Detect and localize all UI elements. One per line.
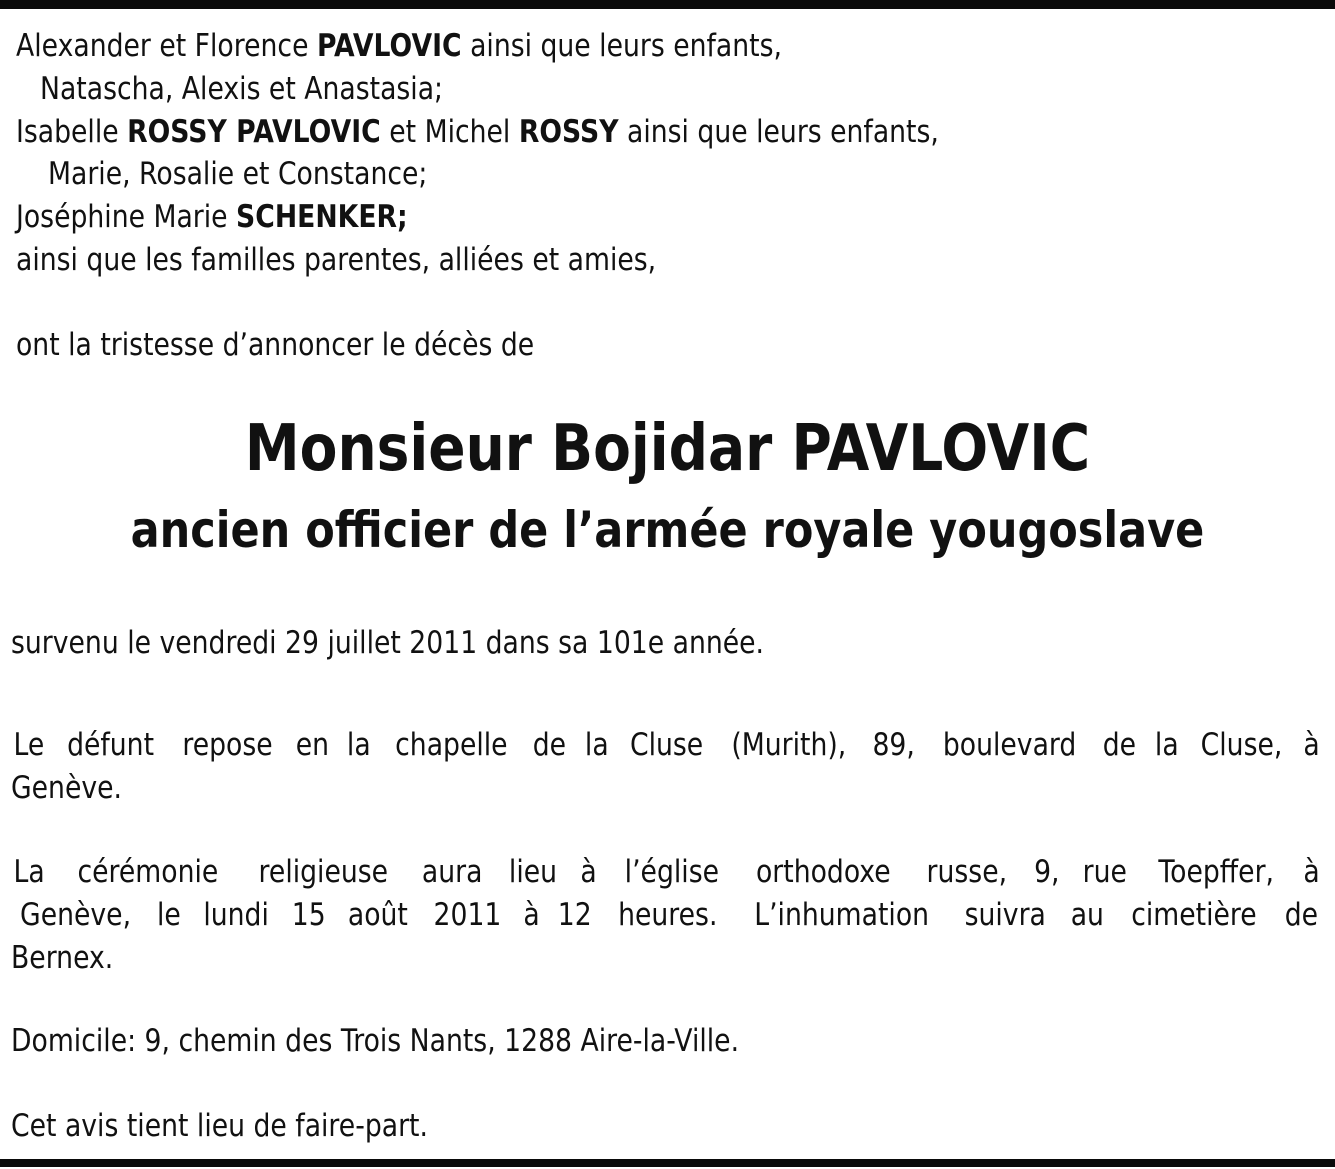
word: la <box>1154 727 1179 763</box>
word: aura <box>421 854 482 890</box>
word: religieuse <box>258 854 388 890</box>
family-text: ainsi que leurs enfants, <box>461 28 782 64</box>
word: Cluse <box>629 727 703 763</box>
word: à <box>580 854 598 890</box>
word: de <box>533 727 567 763</box>
word: 89, <box>872 727 915 763</box>
family-text: Marie, Rosalie et Constance; <box>48 156 428 192</box>
word: suivra <box>965 897 1047 933</box>
announce-line <box>16 324 534 367</box>
word: chapelle <box>395 727 508 763</box>
word: orthodoxe <box>755 854 891 890</box>
word: à <box>522 897 540 933</box>
word: août <box>347 897 408 933</box>
word: au <box>1070 897 1104 933</box>
word: à <box>1303 727 1320 763</box>
word: 2011 <box>433 897 502 933</box>
word: le <box>156 897 181 933</box>
word: (Murith), <box>731 727 847 763</box>
word: l’église <box>624 854 719 890</box>
ceremony-line-2 <box>11 894 1321 937</box>
word: lieu <box>509 854 558 890</box>
deceased-name: Monsieur Bojidar PAVLOVIC <box>244 412 1091 486</box>
word: lundi <box>202 897 269 933</box>
death-line: survenu le vendredi 29 juillet 2011 dans sa 101e année. <box>11 625 765 661</box>
family-surname: SCHENKER; <box>236 199 408 235</box>
word: 15 <box>291 897 326 933</box>
word: Le <box>13 727 45 763</box>
family-text: ainsi que les familles parentes, alliées et amies, <box>16 242 657 278</box>
word: à <box>1303 854 1320 890</box>
domicile-line: Domicile: 9, chemin des Trois Nants, 1288 Aire-la-Ville. <box>11 1023 740 1059</box>
family-text: Joséphine Marie <box>16 199 237 235</box>
word: cimetière <box>1131 897 1258 933</box>
family-surname: ROSSY <box>518 114 619 150</box>
word: 9, <box>1033 854 1060 890</box>
word: rue <box>1083 854 1128 890</box>
word: heures. <box>617 897 718 933</box>
family-line-1 <box>16 25 782 68</box>
family-surname: PAVLOVIC <box>316 28 462 64</box>
word: de <box>1103 727 1137 763</box>
family-text: Isabelle <box>16 114 128 150</box>
word: Genève, <box>20 897 132 933</box>
deceased-title: ancien officier de l’armée royale yougoslave <box>130 501 1205 559</box>
word: repose <box>182 727 273 763</box>
word: 12 <box>558 897 593 933</box>
word: défunt <box>67 727 155 763</box>
family-line-3 <box>16 111 939 154</box>
top-rule <box>0 0 1335 9</box>
word: la <box>584 727 609 763</box>
family-text: Natascha, Alexis et Anastasia; <box>40 71 444 107</box>
repose-line-2: Genève. <box>11 770 123 806</box>
word: cérémonie <box>77 854 218 890</box>
bottom-rule <box>0 1159 1335 1167</box>
ceremony-line-1 <box>11 851 1321 894</box>
family-line-2 <box>40 68 443 111</box>
word: la <box>347 727 371 763</box>
family-surname: ROSSY PAVLOVIC <box>127 114 381 150</box>
family-line-5 <box>16 196 408 239</box>
word: russe, <box>926 854 1007 890</box>
word: L’inhumation <box>754 897 930 933</box>
repose-line-1 <box>11 724 1321 767</box>
family-line-6 <box>16 239 656 282</box>
word: Cluse, <box>1200 727 1282 763</box>
family-text: Alexander et Florence <box>16 28 317 64</box>
announce-text: ont la tristesse d’annoncer le décès de <box>16 327 535 363</box>
family-text: ainsi que leurs enfants, <box>618 114 939 150</box>
family-line-4 <box>48 153 427 196</box>
ceremony-line-3: Bernex. <box>11 940 114 976</box>
family-text: et Michel <box>380 114 519 150</box>
word: en <box>295 727 330 763</box>
word: de <box>1284 897 1319 933</box>
word: Toepffer, <box>1158 854 1275 890</box>
word: boulevard <box>942 727 1077 763</box>
word: La <box>13 854 45 890</box>
closing-line: Cet avis tient lieu de faire-part. <box>11 1108 428 1144</box>
